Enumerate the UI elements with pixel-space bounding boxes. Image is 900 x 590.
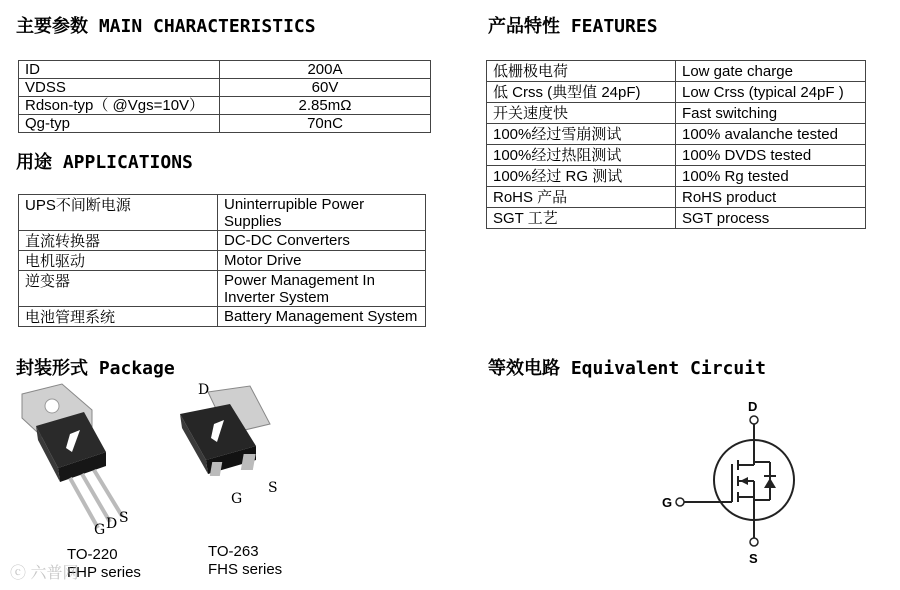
feature-en: SGT process <box>676 208 866 229</box>
param-name: ID <box>19 61 220 79</box>
to220-package-series: FHP series <box>67 564 141 581</box>
package-heading: 封装形式 Package <box>16 358 175 379</box>
application-en: Battery Management System <box>218 307 426 327</box>
circuit-source-label: S <box>749 551 758 566</box>
param-value: 200A <box>220 61 431 79</box>
feature-en: RoHS product <box>676 187 866 208</box>
feature-en: Low Crss (typical 24pF ) <box>676 82 866 103</box>
table-row <box>487 187 866 208</box>
to263-pin-s: S <box>268 480 278 496</box>
param-value: 70nC <box>220 115 431 133</box>
main-characteristics-table <box>18 60 431 133</box>
to220-package-image <box>14 382 164 542</box>
table-row <box>487 208 866 229</box>
application-cn: UPS不间断电源 <box>19 195 218 231</box>
table-row <box>19 307 426 327</box>
table-row <box>19 251 426 271</box>
param-name: Qg-typ <box>19 115 220 133</box>
feature-en: 100% DVDS tested <box>676 145 866 166</box>
application-en: Motor Drive <box>218 251 426 271</box>
to263-package-name: TO-263 <box>208 543 259 560</box>
circuit-gate-label: G <box>662 495 673 510</box>
param-value: 60V <box>220 79 431 97</box>
feature-en: 100% Rg tested <box>676 166 866 187</box>
application-en: Uninterrupible Power Supplies <box>218 195 426 231</box>
application-en: Power Management In Inverter System <box>218 271 426 307</box>
applications-heading: 用途 APPLICATIONS <box>16 152 193 173</box>
to220-package-name: TO-220 <box>67 546 118 563</box>
param-name: Rdson-typ（ @Vgs=10V） <box>19 97 220 115</box>
applications-table <box>18 194 426 327</box>
to220-pin-s: S <box>119 510 129 526</box>
param-name: VDSS <box>19 79 220 97</box>
watermark <box>10 560 78 583</box>
feature-en: Fast switching <box>676 103 866 124</box>
feature-cn: 低 Crss (典型值 24pF) <box>487 82 676 103</box>
watermark-text: 六普网 <box>30 565 79 582</box>
table-row <box>19 115 431 133</box>
feature-cn: 100%经过 RG 测试 <box>487 166 676 187</box>
application-cn: 电池管理系统 <box>19 307 218 327</box>
application-cn: 逆变器 <box>19 271 218 307</box>
table-row <box>487 166 866 187</box>
table-row <box>19 195 426 231</box>
application-en: DC-DC Converters <box>218 231 426 251</box>
application-cn: 电机驱动 <box>19 251 218 271</box>
feature-en: Low gate charge <box>676 61 866 82</box>
table-row <box>19 231 426 251</box>
to220-pin-d: D <box>106 516 118 532</box>
feature-cn: 低栅极电荷 <box>487 61 676 82</box>
table-row <box>487 82 866 103</box>
feature-cn: RoHS 产品 <box>487 187 676 208</box>
equivalent-circuit-heading: 等效电路 Equivalent Circuit <box>488 358 766 379</box>
features-heading: 产品特性 FEATURES <box>488 16 658 37</box>
to263-package-image <box>170 384 290 494</box>
table-row <box>19 97 431 115</box>
feature-cn: 100%经过热阻测试 <box>487 145 676 166</box>
to263-pin-g: G <box>231 491 243 507</box>
main-characteristics-heading: 主要参数 MAIN CHARACTERISTICS <box>16 16 316 37</box>
to263-package-series: FHS series <box>208 561 283 578</box>
table-row <box>487 61 866 82</box>
to263-pin-d: D <box>198 382 210 398</box>
mosfet-symbol <box>670 410 800 550</box>
table-row <box>487 145 866 166</box>
features-table <box>486 60 866 229</box>
feature-cn: SGT 工艺 <box>487 208 676 229</box>
circuit-drain-label: D <box>748 399 758 414</box>
feature-cn: 开关速度快 <box>487 103 676 124</box>
param-value: 2.85mΩ <box>220 97 431 115</box>
table-row <box>19 271 426 307</box>
table-row <box>19 79 431 97</box>
application-cn: 直流转换器 <box>19 231 218 251</box>
table-row <box>487 124 866 145</box>
feature-cn: 100%经过雪崩测试 <box>487 124 676 145</box>
watermark-logo-icon: ⓒ <box>10 565 31 582</box>
feature-en: 100% avalanche tested <box>676 124 866 145</box>
table-row <box>19 61 431 79</box>
to220-pin-g: G <box>94 522 106 538</box>
table-row <box>487 103 866 124</box>
